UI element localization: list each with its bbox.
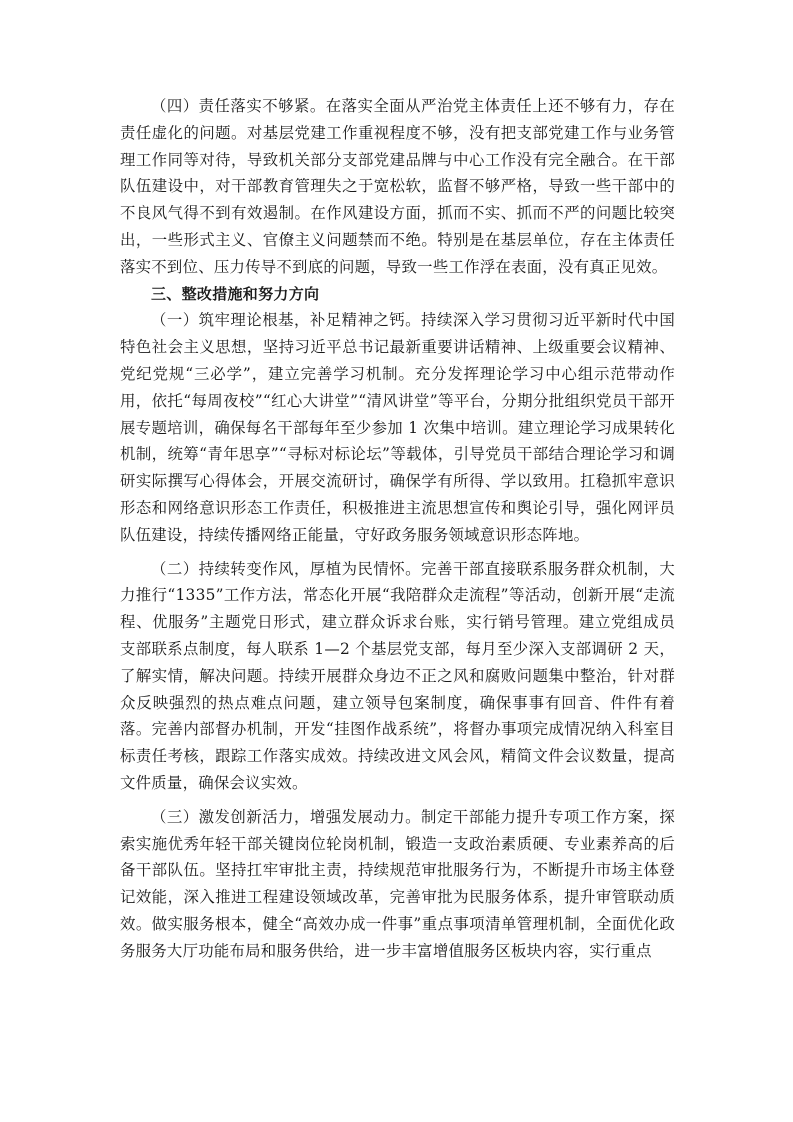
section-heading: 三、整改措施和努力方向 [151,284,320,303]
document-body [120,93,675,965]
paragraph-style: （二）持续转变作风，厚植为民情怀。完善干部直接联系服务群众机制，大力推行“1335”工作方法，常态化开展“我陪群众走流程”等活动，创新开展“走流程、优服务”主题党日形式，建立群众诉求台账，实行销号管理。建立党组成员支部联系点制度，每人联系 1—2 个基层党支部，每月至少深入支部调研 2 天，了解实情，解决问题。持续开展群众身边不正之风和腐败问题集中整治，针对群众反映强烈的热点难点问题，建立领导包案制度，确保事事有回音、件件有着落。完善内部督办机制，开发“挂图作战系统”，将督办事项完成情况纳入科室目标责任考核，跟踪工作落实成效。持续改进文风会风，精简文件会议数量，提高文件质量，确保会议实效。 [120,559,675,792]
paragraph-responsibility: （四）责任落实不够紧。在落实全面从严治党主体责任上还不够有力，存在责任虚化的问题。对基层党建工作重视程度不够，没有把支部党建工作与业务管理工作同等对待，导致机关部分支部党建品牌与中心工作没有完全融合。在干部队伍建设中，对干部教育管理失之于宽松软，监督不够严格，导致一些干部中的不良风气得不到有效遏制。在作风建设方面，抓而不实、抓而不严的问题比较突出，一些形式主义、官僚主义问题禁而不绝。特别是在基层单位，存在主体责任落实不到位、压力传导不到底的问题，导致一些工作浮在表面，没有真正见效。 [120,97,675,276]
paragraph-innovation: （三）激发创新活力，增强发展动力。制定干部能力提升专项工作方案，探索实施优秀年轻干部关键岗位轮岗机制，锻造一支政治素质硬、专业素养高的后备干部队伍。坚持扛牢审批主责，持续规范审批服务行为，不断提升市场主体登记效能，深入推进工程建设领域改革，完善审批为民服务体系，提升审管联动质效。做实服务根本，健全“高效办成一件事”重点事项清单管理机制，全面优化政务服务大厅功能布局和服务供给，进一步丰富增值服务区板块内容，实行重点 [120,807,675,960]
paragraph-theory: （一）筑牢理论根基，补足精神之钙。持续深入学习贯彻习近平新时代中国特色社会主义思想，坚持习近平总书记最新重要讲话精神、上级重要会议精神、党纪党规“三必学”，建立完善学习机制。充分发挥理论学习中心组示范带动作用，依托“每周夜校”“红心大讲堂”“清风讲堂”等平台，分期分批组织党员干部开展专题培训，确保每名干部每年至少参加 1 次集中培训。建立理论学习成果转化机制，统筹“青年思享”“寻标对标论坛”等载体，引导党员干部结合理论学习和调研实际撰写心得体会，开展交流研讨，确保学有所得、学以致用。扛稳抓牢意识形态和网络意识形态工作责任，积极推进主流思想宣传和舆论引导，强化网评员队伍建设，持续传播网络正能量，守好政务服务领域意识形态阵地。 [120,311,675,544]
